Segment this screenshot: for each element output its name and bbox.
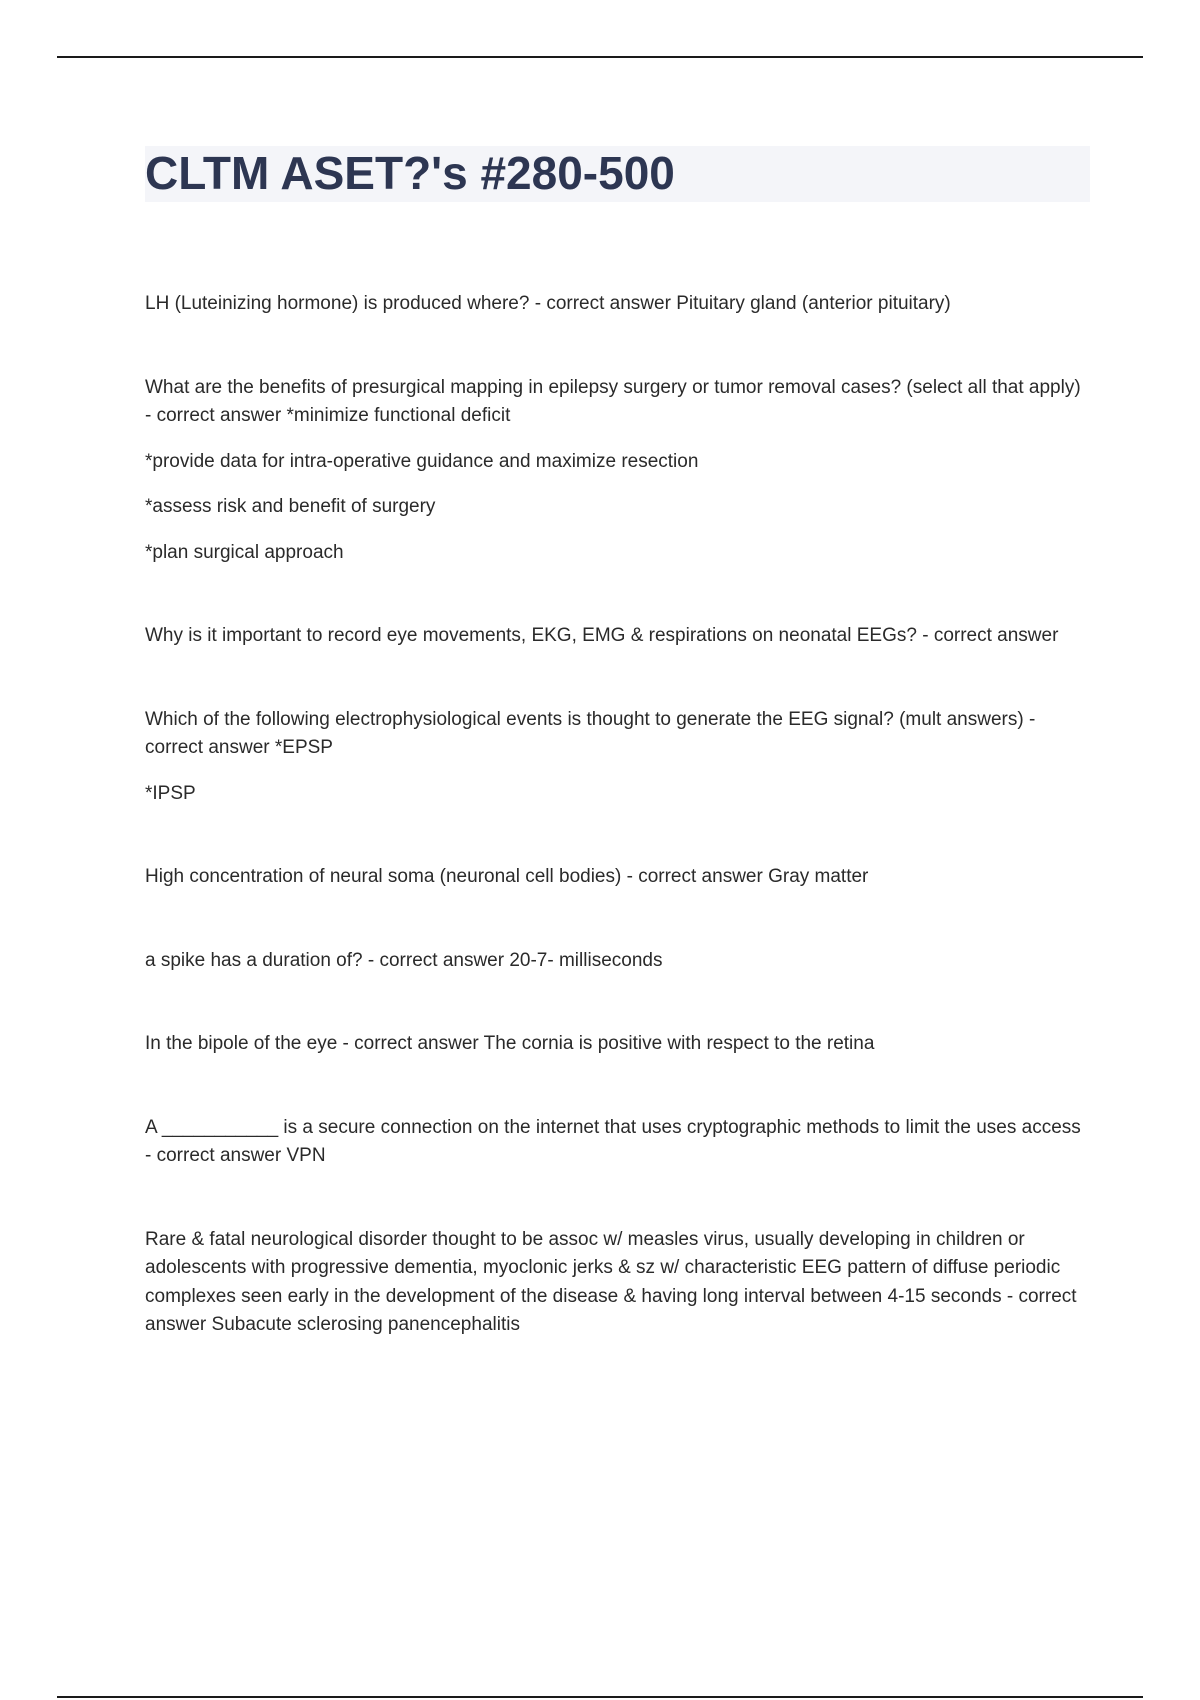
qa-paragraph: *plan surgical approach: [145, 541, 344, 563]
qa-paragraph: Why is it important to record eye movements, EKG, EMG & respirations on neonatal EEGs? - correct answer: [145, 625, 1059, 646]
qa-item: [145, 290, 1090, 319]
qa-paragraph: LH (Luteinizing hormone) is produced where? - correct answer Pituitary gland (anterior pituitary): [145, 293, 951, 314]
qa-list: [145, 290, 1090, 1340]
qa-item: [145, 863, 1090, 892]
qa-paragraph: A ___________ is a secure connection on the internet that uses cryptographic methods to limit the uses access - correct answer VPN: [145, 1116, 1081, 1166]
qa-item: [145, 1114, 1090, 1171]
qa-item: [145, 1030, 1090, 1059]
qa-paragraph: Rare & fatal neurological disorder thought to be assoc w/ measles virus, usually developing in children or adolescents with progressive dementia, myoclonic jerks & sz w/ characteristic EEG pattern of diffuse periodic complexes seen early in the development of the disease & having long interval between 4-15 seconds - correct answer Subacute sclerosing panencephalitis: [145, 1228, 1077, 1335]
qa-item: [145, 374, 1090, 568]
qa-paragraph: *assess risk and benefit of surgery: [145, 496, 436, 517]
qa-paragraph: High concentration of neural soma (neuronal cell bodies) - correct answer Gray matter: [145, 866, 869, 887]
qa-item: [145, 622, 1090, 651]
qa-item: [145, 706, 1090, 809]
qa-item: [145, 1226, 1090, 1340]
qa-item: [145, 947, 1090, 976]
qa-paragraph: a spike has a duration of? - correct answer 20-7- milliseconds: [145, 949, 663, 971]
qa-paragraph: What are the benefits of presurgical mapping in epilepsy surgery or tumor removal cases? (select all that apply) - correct answer *minimize functional deficit: [145, 376, 1081, 426]
qa-paragraph: In the bipole of the eye - correct answer The cornia is positive with respect to the retina: [145, 1033, 875, 1054]
bottom-rule: [57, 1696, 1143, 1698]
top-rule: [57, 56, 1143, 58]
qa-paragraph: *provide data for intra-operative guidance and maximize resection: [145, 450, 699, 472]
qa-paragraph: *IPSP: [145, 782, 196, 804]
document-title: CLTM ASET?'s #280-500: [145, 147, 675, 199]
qa-paragraph: Which of the following electrophysiological events is thought to generate the EEG signal? (mult answers) - correct answer *EPSP: [145, 708, 1036, 758]
